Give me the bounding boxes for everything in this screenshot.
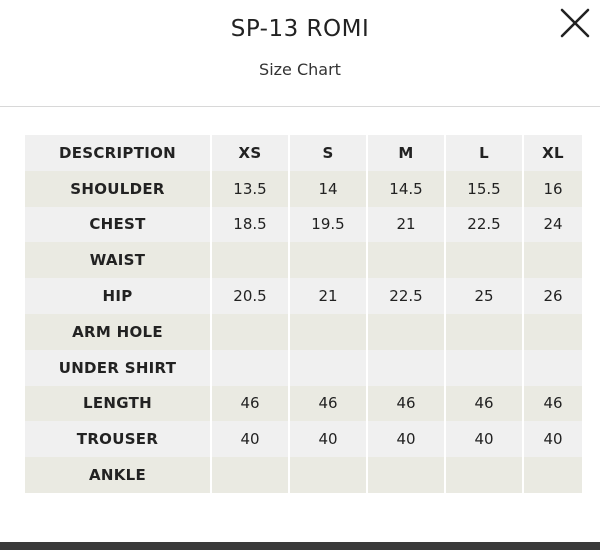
table-cell: 46 <box>367 386 445 422</box>
table-cell: 14 <box>289 171 367 207</box>
column-header-xs: XS <box>211 135 289 171</box>
table-cell: 21 <box>289 278 367 314</box>
table-row <box>25 171 582 207</box>
table-cell <box>211 350 289 386</box>
table-cell: 14.5 <box>367 171 445 207</box>
table-cell: 22.5 <box>367 278 445 314</box>
row-label: CHEST <box>25 207 211 243</box>
table-cell <box>445 457 523 493</box>
modal-subtitle: Size Chart <box>259 60 341 79</box>
table-cell: 46 <box>211 386 289 422</box>
table-cell: 20.5 <box>211 278 289 314</box>
table-cell <box>211 457 289 493</box>
table-row <box>25 207 582 243</box>
column-header-m: M <box>367 135 445 171</box>
table-cell: 46 <box>523 386 582 422</box>
table-cell: 40 <box>367 421 445 457</box>
table-cell: 40 <box>523 421 582 457</box>
table-cell: 40 <box>289 421 367 457</box>
table-row <box>25 350 582 386</box>
bottom-bar <box>0 542 600 550</box>
row-label: ARM HOLE <box>25 314 211 350</box>
table-cell: 40 <box>445 421 523 457</box>
table-row <box>25 457 582 493</box>
table-row <box>25 278 582 314</box>
table-row <box>25 421 582 457</box>
row-label: LENGTH <box>25 386 211 422</box>
column-header-description: DESCRIPTION <box>25 135 211 171</box>
row-label: SHOULDER <box>25 171 211 207</box>
table-cell: 18.5 <box>211 207 289 243</box>
table-cell <box>523 457 582 493</box>
table-cell: 26 <box>523 278 582 314</box>
row-label: TROUSER <box>25 421 211 457</box>
table-cell <box>523 350 582 386</box>
table-cell <box>523 314 582 350</box>
table-row <box>25 386 582 422</box>
table-cell <box>445 242 523 278</box>
column-header-l: L <box>445 135 523 171</box>
table-cell: 24 <box>523 207 582 243</box>
table-cell <box>523 242 582 278</box>
table-cell: 25 <box>445 278 523 314</box>
table-cell <box>367 242 445 278</box>
column-header-xl: XL <box>523 135 582 171</box>
row-label: UNDER SHIRT <box>25 350 211 386</box>
table-cell <box>289 350 367 386</box>
table-cell: 21 <box>367 207 445 243</box>
table-cell <box>211 314 289 350</box>
table-cell <box>367 350 445 386</box>
table-cell: 16 <box>523 171 582 207</box>
table-cell <box>445 350 523 386</box>
table-cell: 15.5 <box>445 171 523 207</box>
table-cell: 19.5 <box>289 207 367 243</box>
close-button[interactable] <box>555 3 595 43</box>
close-icon <box>555 3 595 43</box>
product-title: SP-13 ROMI <box>230 16 370 42</box>
table-header-row <box>25 135 582 171</box>
table-cell <box>289 314 367 350</box>
row-label: WAIST <box>25 242 211 278</box>
table-cell: 22.5 <box>445 207 523 243</box>
table-row <box>25 242 582 278</box>
table-cell <box>445 314 523 350</box>
table-cell <box>367 314 445 350</box>
size-table-container <box>25 135 582 493</box>
table-cell: 46 <box>289 386 367 422</box>
size-table <box>25 135 582 493</box>
table-cell <box>211 242 289 278</box>
table-cell: 40 <box>211 421 289 457</box>
table-cell <box>289 457 367 493</box>
row-label: ANKLE <box>25 457 211 493</box>
table-cell: 13.5 <box>211 171 289 207</box>
column-header-s: S <box>289 135 367 171</box>
table-cell: 46 <box>445 386 523 422</box>
modal-header <box>0 0 600 107</box>
row-label: HIP <box>25 278 211 314</box>
table-cell <box>367 457 445 493</box>
table-row <box>25 314 582 350</box>
table-cell <box>289 242 367 278</box>
